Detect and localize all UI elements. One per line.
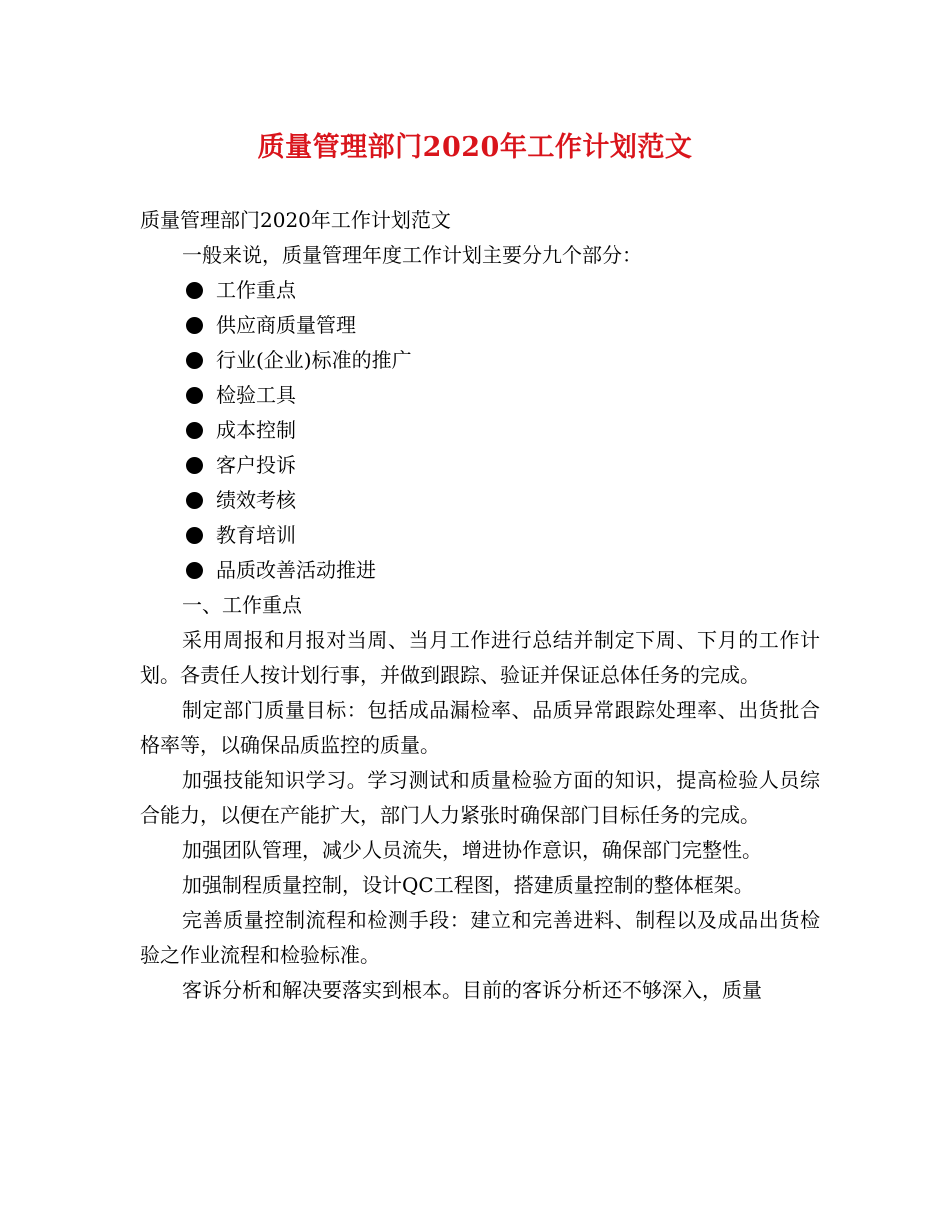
bullet-list: [140, 273, 820, 588]
bullet-item: [140, 308, 820, 343]
bullet-text: 供应商质量管理: [216, 313, 356, 337]
intro-paragraph: 一般来说，质量管理年度工作计划主要分九个部分：: [182, 243, 642, 267]
bullet-text: 工作重点: [216, 278, 296, 302]
document-subtitle: 质量管理部门2020年工作计划范文: [140, 208, 451, 232]
bullet-dot-icon: [186, 457, 203, 474]
document-body: [140, 203, 820, 1008]
body-paragraph: 完善质量控制流程和检测手段：建立和完善进料、制程以及成品出货检验之作业流程和检验标准。: [140, 908, 820, 967]
body-paragraph: 加强技能知识学习。学习测试和质量检验方面的知识，提高检验人员综合能力，以便在产能扩大，部门人力紧张时确保部门目标任务的完成。: [140, 768, 820, 827]
bullet-text: 行业(企业)标准的推广: [216, 348, 412, 372]
bullet-item: [140, 378, 820, 413]
bullet-dot-icon: [186, 422, 203, 439]
section-heading: 一、工作重点: [182, 593, 302, 617]
bullet-item: [140, 553, 820, 588]
bullet-text: 检验工具: [216, 383, 296, 407]
document-title: 质量管理部门2020年工作计划范文: [257, 132, 693, 163]
bullet-item: [140, 413, 820, 448]
bullet-text: 品质改善活动推进: [216, 558, 376, 582]
bullet-item: [140, 273, 820, 308]
bullet-dot-icon: [186, 562, 203, 579]
bullet-text: 教育培训: [216, 523, 296, 547]
bullet-item: [140, 518, 820, 553]
bullet-item: [140, 483, 820, 518]
bullet-dot-icon: [186, 492, 203, 509]
bullet-dot-icon: [186, 317, 203, 334]
bullet-item: [140, 343, 820, 378]
bullet-text: 绩效考核: [216, 488, 296, 512]
body-paragraph: 制定部门质量目标：包括成品漏检率、品质异常跟踪处理率、出货批合格率等，以确保品质监控的质量。: [140, 698, 820, 757]
bullet-dot-icon: [186, 387, 203, 404]
body-paragraph: 加强制程质量控制，设计QC工程图，搭建质量控制的整体框架。: [182, 873, 754, 897]
body-paragraph: 采用周报和月报对当周、当月工作进行总结并制定下周、下月的工作计划。各责任人按计划行事，并做到跟踪、验证并保证总体任务的完成。: [140, 628, 820, 687]
bullet-dot-icon: [186, 527, 203, 544]
body-paragraph: 加强团队管理，减少人员流失，增进协作意识，确保部门完整性。: [182, 838, 762, 862]
bullet-text: 成本控制: [216, 418, 296, 442]
bullet-item: [140, 448, 820, 483]
bullet-dot-icon: [186, 352, 203, 369]
body-paragraph: 客诉分析和解决要落实到根本。目前的客诉分析还不够深入，质量: [182, 978, 762, 1002]
bullet-dot-icon: [186, 282, 203, 299]
bullet-text: 客户投诉: [216, 453, 296, 477]
